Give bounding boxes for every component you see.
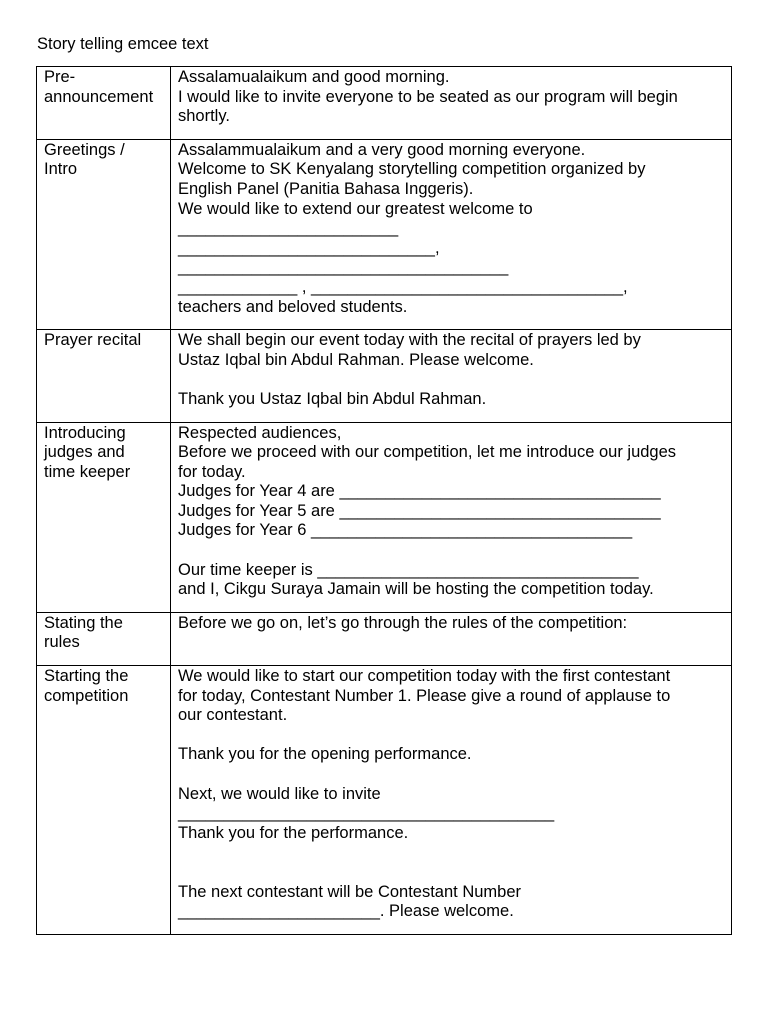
script-content	[171, 422, 732, 612]
script-line: Thank you for the opening performance.	[178, 745, 472, 764]
script-line: We shall begin our event today with the recital of prayers led by	[178, 331, 641, 350]
script-line: The next contestant will be Contestant Number	[178, 882, 522, 901]
script-line: Judges for Year 4 are ___________________________________	[178, 482, 661, 501]
section-label-text: Greetings / Intro	[44, 140, 125, 179]
emcee-script-table	[36, 66, 732, 935]
script-line: for today, Contestant Number 1. Please give a round of applause to	[178, 686, 671, 705]
section-label-text: Pre- announcement	[44, 68, 154, 106]
script-line: ______________________. Please welcome.	[178, 902, 514, 921]
script-line: Respected audiences,	[178, 423, 342, 442]
section-label	[37, 67, 171, 140]
document-title: Story telling emcee text	[37, 35, 209, 53]
script-line: I would like to invite everyone to be seated as our program will begin	[178, 87, 678, 106]
section-label	[37, 330, 171, 422]
script-line: English Panel (Panitia Bahasa Inggeris).	[178, 179, 474, 198]
script-line: Ustaz Iqbal bin Abdul Rahman. Please welcome.	[178, 350, 534, 369]
script-line: shortly.	[178, 107, 230, 126]
section-label	[37, 666, 171, 935]
table-row	[37, 139, 732, 329]
table-row	[37, 612, 732, 665]
script-line: ____________________________________	[178, 258, 509, 277]
blank-line	[178, 765, 725, 785]
script-line: Thank you Ustaz Iqbal bin Abdul Rahman.	[178, 389, 487, 408]
table-row	[37, 666, 732, 935]
script-content	[171, 139, 732, 329]
script-line: Our time keeper is ___________________________________	[178, 560, 639, 579]
blank-line	[178, 541, 725, 561]
table-row	[37, 67, 732, 140]
script-line: Assalammualaikum and a very good morning everyone.	[178, 140, 586, 159]
section-label-text: Prayer recital	[44, 331, 142, 350]
script-line: Assalamualaikum and good morning.	[178, 68, 450, 86]
script-line: We would like to start our competition today with the first contestant	[178, 667, 671, 686]
section-label	[37, 422, 171, 612]
script-line: _________________________________________	[178, 804, 555, 823]
script-content	[171, 666, 732, 935]
script-line: Before we go on, let’s go through the rules of the competition:	[178, 613, 628, 632]
script-content	[171, 67, 732, 140]
script-line: ____________________________,	[178, 238, 440, 257]
section-label-text: Introducing judges and time keeper	[44, 423, 131, 481]
section-label-text: Starting the competition	[44, 667, 129, 705]
table-row	[37, 330, 732, 422]
script-line: _____________ , __________________________________,	[178, 277, 628, 296]
script-line: our contestant.	[178, 706, 288, 725]
blank-line	[178, 726, 725, 746]
blank-line	[178, 843, 725, 863]
script-content	[171, 330, 732, 422]
blank-line	[178, 863, 725, 883]
script-line: and I, Cikgu Suraya Jamain will be hosting the competition today.	[178, 580, 654, 599]
script-line: We would like to extend our greatest welcome to	[178, 199, 533, 218]
table-row	[37, 422, 732, 612]
script-content	[171, 612, 732, 665]
script-line: teachers and beloved students.	[178, 297, 408, 316]
script-line: ________________________	[178, 219, 399, 238]
script-line: for today.	[178, 462, 246, 481]
script-line: Judges for Year 5 are ___________________________________	[178, 501, 661, 520]
blank-line	[178, 370, 725, 390]
script-line: Welcome to SK Kenyalang storytelling competition organized by	[178, 160, 646, 179]
script-line: Next, we would like to invite	[178, 784, 381, 803]
script-line: Before we proceed with our competition, let me introduce our judges	[178, 443, 677, 462]
script-line: Thank you for the performance.	[178, 823, 409, 842]
section-label	[37, 139, 171, 329]
script-line: Judges for Year 6 ___________________________________	[178, 521, 633, 540]
section-label	[37, 612, 171, 665]
section-label-text: Stating the rules	[44, 613, 123, 652]
